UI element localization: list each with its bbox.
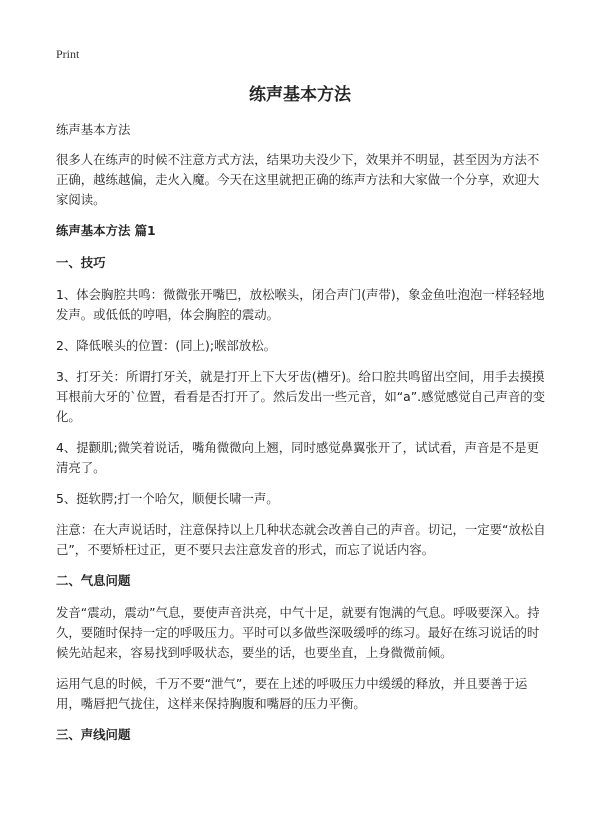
document-subtitle: 练声基本方法 — [56, 122, 131, 137]
print-label: Print — [56, 47, 80, 61]
breath-paragraph-2: 运用气息的时候，千万不要“泄气”，要在上述的呼吸压力中缓缓的释放，并且要善于运用，嘴唇把气拢住，这样来保持胸腹和嘴唇的压力平衡。 — [56, 676, 528, 711]
intro-paragraph: 很多人在练声的时候不注意方式方法，结果功夫没少下，效果并不明显，甚至因为方法不正确，越练越偏，走火入魔。今天在这里就把正确的练声方法和大家做一个分享，欢迎大家阅读。 — [56, 152, 540, 207]
technique-item-4: 4、提颧肌;微笑着说话，嘴角微微向上翘，同时感觉鼻翼张开了，试试看，声音是不是更清亮了。 — [56, 440, 539, 475]
technique-item-5: 5、挺软腭;打一个哈欠，顺便长啸一声。 — [56, 491, 279, 506]
heading-voice-line: 三、声线问题 — [56, 727, 131, 742]
technique-item-3: 3、打牙关：所谓打牙关，就是打开上下大牙齿(槽牙)。给口腔共鸣留出空间，用手去摸摸耳根前大牙的`位置，看看是否打开了。然后发出一些元音，如“a”.感觉感觉自己声音的变化。 — [56, 369, 546, 424]
document-body — [56, 120, 550, 757]
breath-paragraph-1: 发音“震动，震动”气息，要使声音洪亮，中气十足，就要有饱满的气息。呼吸要深入。持久，要随时保持一定的呼吸压力。平时可以多做些深吸缓呼的练习。最好在练习说话的时候先站起来，容易找到呼吸状态，要坐的话，也要坐直，上身微微前倾。 — [56, 605, 540, 660]
note-paragraph: 注意：在大声说话时，注意保持以上几种状态就会改善自己的声音。切记，一定要“放松自己”，不要矫枉过正，更不要只去注意发音的形式，而忘了说话内容。 — [56, 522, 546, 557]
technique-item-2: 2、降低喉头的位置：(同上);喉部放松。 — [56, 338, 276, 353]
heading-techniques: 一、技巧 — [56, 255, 106, 270]
section-title: 练声基本方法 篇1 — [56, 223, 156, 238]
heading-breath: 二、气息问题 — [56, 573, 131, 588]
technique-item-1: 1、体会胸腔共鸣：微微张开嘴巴，放松喉头，闭合声门(声带)，象金鱼吐泡泡一样轻轻地发声。或低低的哼唱，体会胸腔的震动。 — [56, 287, 545, 322]
document-title: 练声基本方法 — [249, 85, 351, 105]
